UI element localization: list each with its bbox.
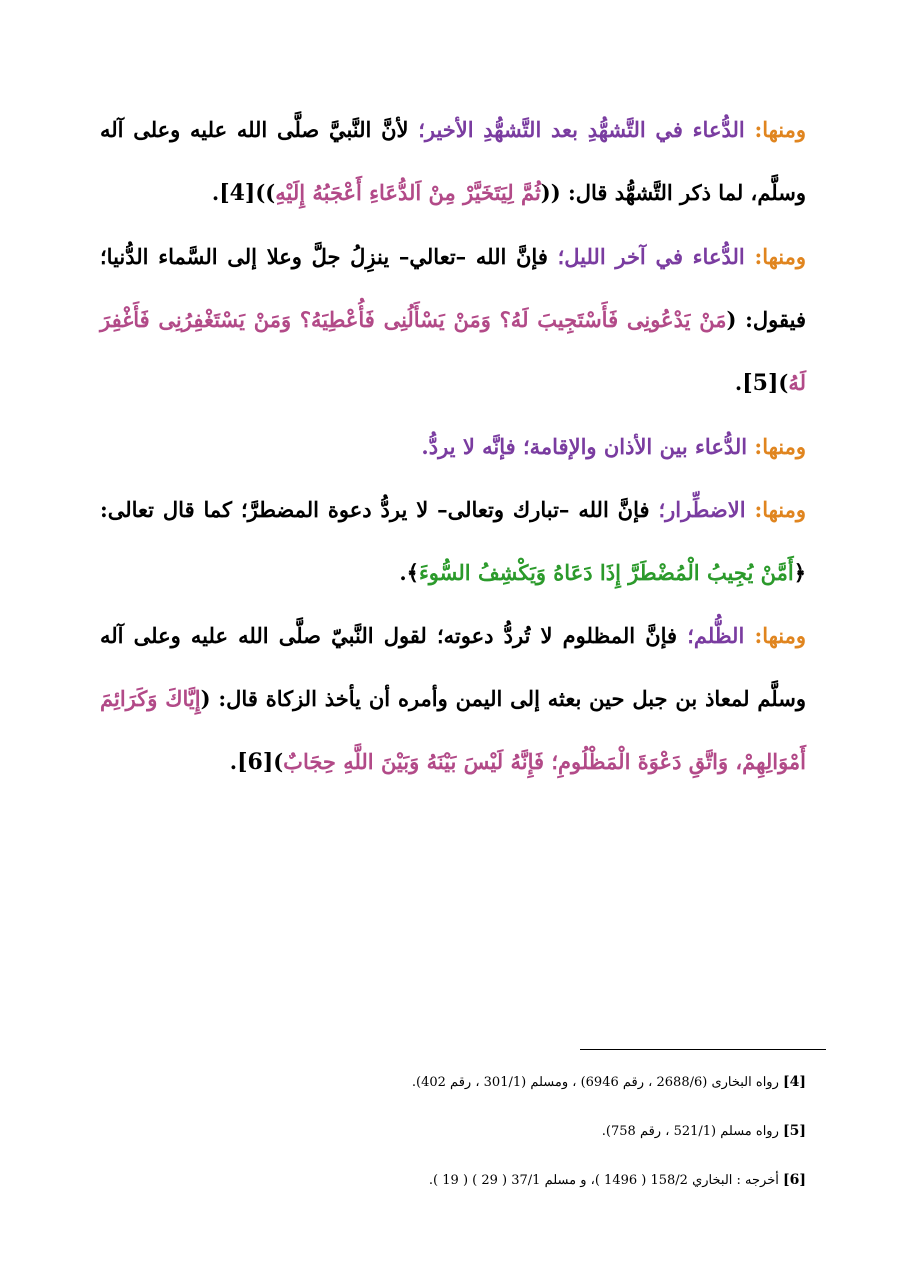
footnote — [100, 1156, 806, 1205]
paragraph-oppressed — [100, 604, 806, 794]
paragraph-last-night — [100, 225, 806, 415]
paragraph-topic: الاضطِّرار؛ — [658, 497, 746, 522]
quote-close: ﴾ — [406, 560, 419, 585]
quran-verse: أَمَّنْ يُجِيبُ الْمُضْطَرَّ إِذَا دَعَاهُ وَيَكْشِفُ السُّوءَ — [418, 560, 794, 585]
footnote — [100, 1058, 806, 1107]
footnote-reference[interactable]: [6] — [237, 749, 274, 775]
paragraph-lead: ومنها: — [747, 434, 806, 459]
footnote-reference[interactable]: [4] — [219, 180, 256, 206]
paragraph-end: . — [229, 749, 238, 774]
paragraph-topic: الدُّعاء في آخر الليل؛ — [557, 244, 745, 269]
paragraph-topic: الدُّعاء في التَّشهُّدِ بعد التَّشهُّدِ الأخير؛ — [418, 117, 745, 142]
footnotes — [100, 1058, 806, 1205]
paragraph-adhan-iqama — [100, 415, 806, 478]
paragraph-lead: ومنها: — [744, 623, 806, 648]
paragraph-text: فإنَّ المظلوم لا تُردُّ دعوته؛ لقول النَّبيّ صلَّى الله عليه وعلى آله وسلَّم لمعاذ بن جبل حين بعثه إلى اليمن وأمره أن يأخذ الزكاة قال: ( — [100, 623, 806, 711]
footnote-number: [5] — [783, 1123, 806, 1139]
paragraph-text: لأنَّ النَّبيَّ صلَّى الله عليه وعلى آله وسلَّم، لما ذكر التَّشهُّد قال: (( — [100, 117, 806, 205]
footnote-text: رواه البخارى (2688/6 ، رقم 6946) ، ومسلم (301/1 ، رقم 402). — [411, 1075, 783, 1090]
hadith-quote: إِيَّاكَ وَكَرَائِمَ أَمْوَالِهِمْ، وَاتَّقِ دَعْوَةَ الْمَظْلُومِ؛ فَإِنَّهُ لَيْسَ بَيْنَهُ وَبَيْنَ اللَّهِ حِجَابٌ — [100, 686, 806, 774]
quote-close: ) — [273, 749, 284, 774]
quote-close: )) — [255, 180, 276, 205]
footnote-separator — [580, 1049, 826, 1050]
main-text — [100, 98, 806, 794]
paragraph-topic: الظُّلم؛ — [687, 623, 745, 648]
footnote-text: رواه مسلم (521/1 ، رقم 758). — [601, 1124, 783, 1139]
paragraph-end: . — [399, 560, 407, 585]
paragraph-topic: الدُّعاء بين الأذان والإقامة؛ فإنَّه لا يردُّ. — [421, 434, 748, 459]
footnote-text: أخرجه : البخاري 158/2 ( 1496 )، و مسلم 37/1 ( 29 ) ( 19 ). — [428, 1173, 783, 1188]
paragraph-lead: ومنها: — [745, 497, 806, 522]
paragraph-necessity — [100, 478, 806, 604]
paragraph-text: فإنَّ الله –تعالي– ينزِلُ جلَّ وعلا إلى السَّماء الدُّنيا؛ فيقول: ( — [100, 244, 807, 332]
paragraph-end: . — [734, 370, 743, 395]
paragraph-text: فإنَّ الله –تبارك وتعالى– لا يردُّ دعوة المضطرَّ؛ كما قال تعالى: ﴿ — [100, 497, 806, 585]
paragraph-lead: ومنها: — [744, 244, 806, 269]
footnote-reference[interactable]: [5] — [742, 370, 779, 396]
paragraph-tashahhud — [100, 98, 806, 225]
footnote — [100, 1107, 806, 1156]
quote-close: ) — [778, 370, 789, 395]
footnote-number: [4] — [783, 1074, 806, 1090]
hadith-quote: ثُمَّ لِيَتَخَيَّرْ مِنْ اَلدُّعَاءِ أَعْجَبُهُ إِلَيْهِ — [275, 180, 541, 205]
paragraph-lead: ومنها: — [744, 117, 806, 142]
paragraph-end: . — [211, 180, 220, 205]
hadith-quote: مَنْ يَدْعُونِى فَأَسْتَجِيبَ لَهُ؟ وَمَنْ يَسْأَلُنِى فَأُعْطِيَهُ؟ وَمَنْ يَسْتَغْفِرُنِى فَأَغْفِرَ لَهُ — [100, 307, 806, 395]
footnote-number: [6] — [783, 1172, 806, 1188]
